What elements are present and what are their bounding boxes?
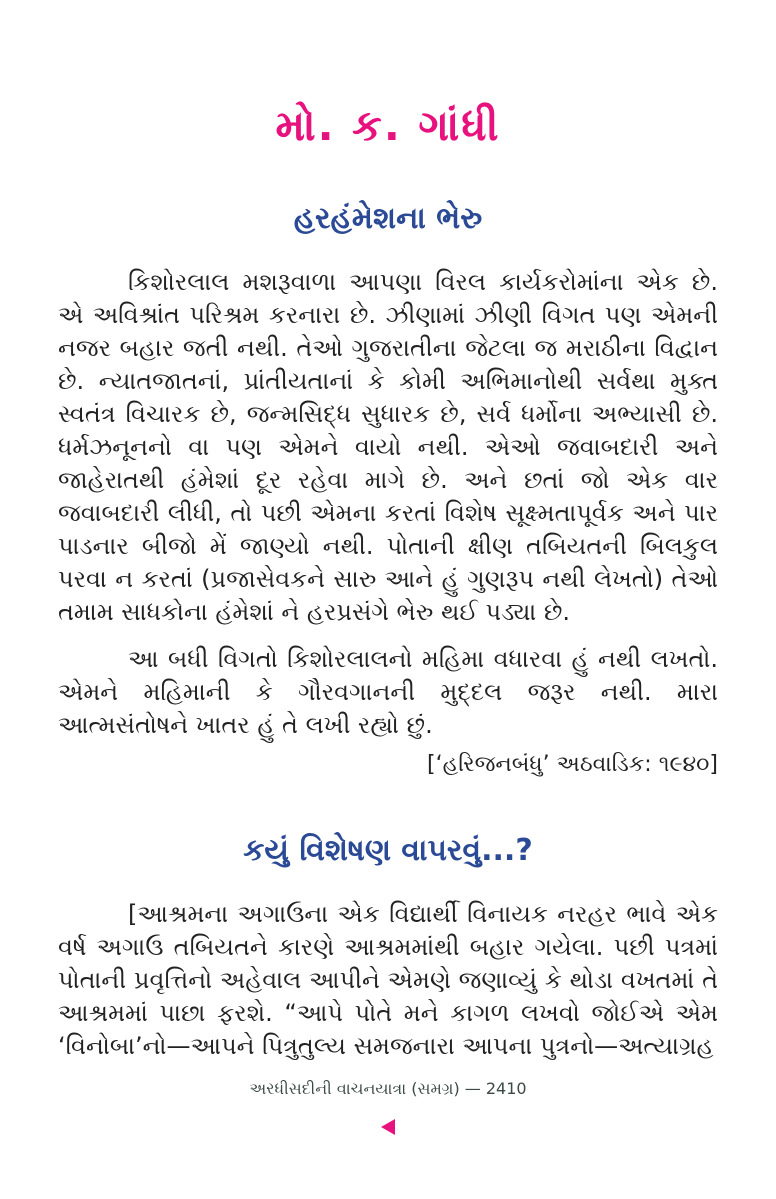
body-paragraph: [આશ્રમના અગાઉના એક વિદ્યાર્થી વિનાયક નરહર ભાવે એક વર્ષ અગાઉ તબિયતને કારણે આશ્રમમાંથી બહાર ગયેલા. પછી પત્રમાં પોતાની પ્રવૃત્તિનો અહેવાલ આપીને એમણે જણાવ્યું કે થોડા વખતમાં તે આશ્રમમાં પાછા ફરશે. “આપે પોતે મને કાગળ લખવો જોઈએ એમ ‘વિનોબા’નો—આપને પિત્રુતુલ્ય સમજનારા આપના પુત્રનો—અત્યાગ્રહ <box>58 900 718 1060</box>
body-paragraph: કિશોરલાલ મશરૂવાળા આપણા વિરલ કાર્યકરોમાંના એક છે. એ અવિશ્રાંત પરિશ્રમ કરનારા છે. ઝીણામાં ઝીણી વિગત પણ એમની નજર બહાર જતી નથી. તેઓ ગુજરાતીના જેટલા જ મરાઠીના વિદ્વાન છે. ન્યાતજાતનાં, પ્રાંતીયતાનાં કે કોમી અભિમાનોથી સર્વથા મુક્ત સ્વતંત્ર વિચારક છે, જન્મસિદ્ધ સુધારક છે, સર્વ ધર્મોના અભ્યાસી છે. ધર્મઝનૂનનો વા પણ એમને વાયો નથી. એઓ જવાબદારી અને જાહેરાતથી હંમેશાં દૂર રહેવા માગે છે. અને છતાં જો એક વાર જવાબદારી લીધી, તો પછી એમના કરતાં વિશેષ સૂક્ષ્મતાપૂર્વક અને પાર પાડનાર બીજો મેં જાણ્યો નથી. પોતાની ક્ષીણ તબિયતની બિલકુલ પરવા ન કરતાં (પ્રજાસેવકને સારુ આને હું ગુણરૂપ નથી લેખતો) તેઓ તમામ સાધકોના હંમેશાં ને હરપ્રસંગે ભેરુ થઈ પડ્યા છે. <box>58 268 718 626</box>
page-footer: અરધીસદીની વાચનયાત્રા (સમગ્ર) — 2410 <box>249 1079 527 1098</box>
body-paragraph: આ બધી વિગતો કિશોરલાલનો મહિમા વધારવા હું નથી લખતો. એમને મહિમાની કે ગૌરવગાનની મુદ્દલ જરૂર નથી. મારા આત્મસંતોષને ખાતર હું તે લખી રહ્યો છું. <box>58 645 718 739</box>
section-1-body <box>58 266 718 780</box>
prev-page-icon[interactable] <box>381 1119 395 1135</box>
section-2-body <box>58 898 718 1063</box>
section-heading-vishesan: કયું વિશેષણ વાપરવું...? <box>243 833 533 868</box>
section-heading-harhamesh: હરહંમેશના ભેરુ <box>293 201 483 236</box>
page-title: મો. ક. ગાંધી <box>275 101 501 150</box>
source-citation: [‘હરિજનબંધુ’ અઠવાડિક: ૧૯૪૦] <box>427 752 718 777</box>
